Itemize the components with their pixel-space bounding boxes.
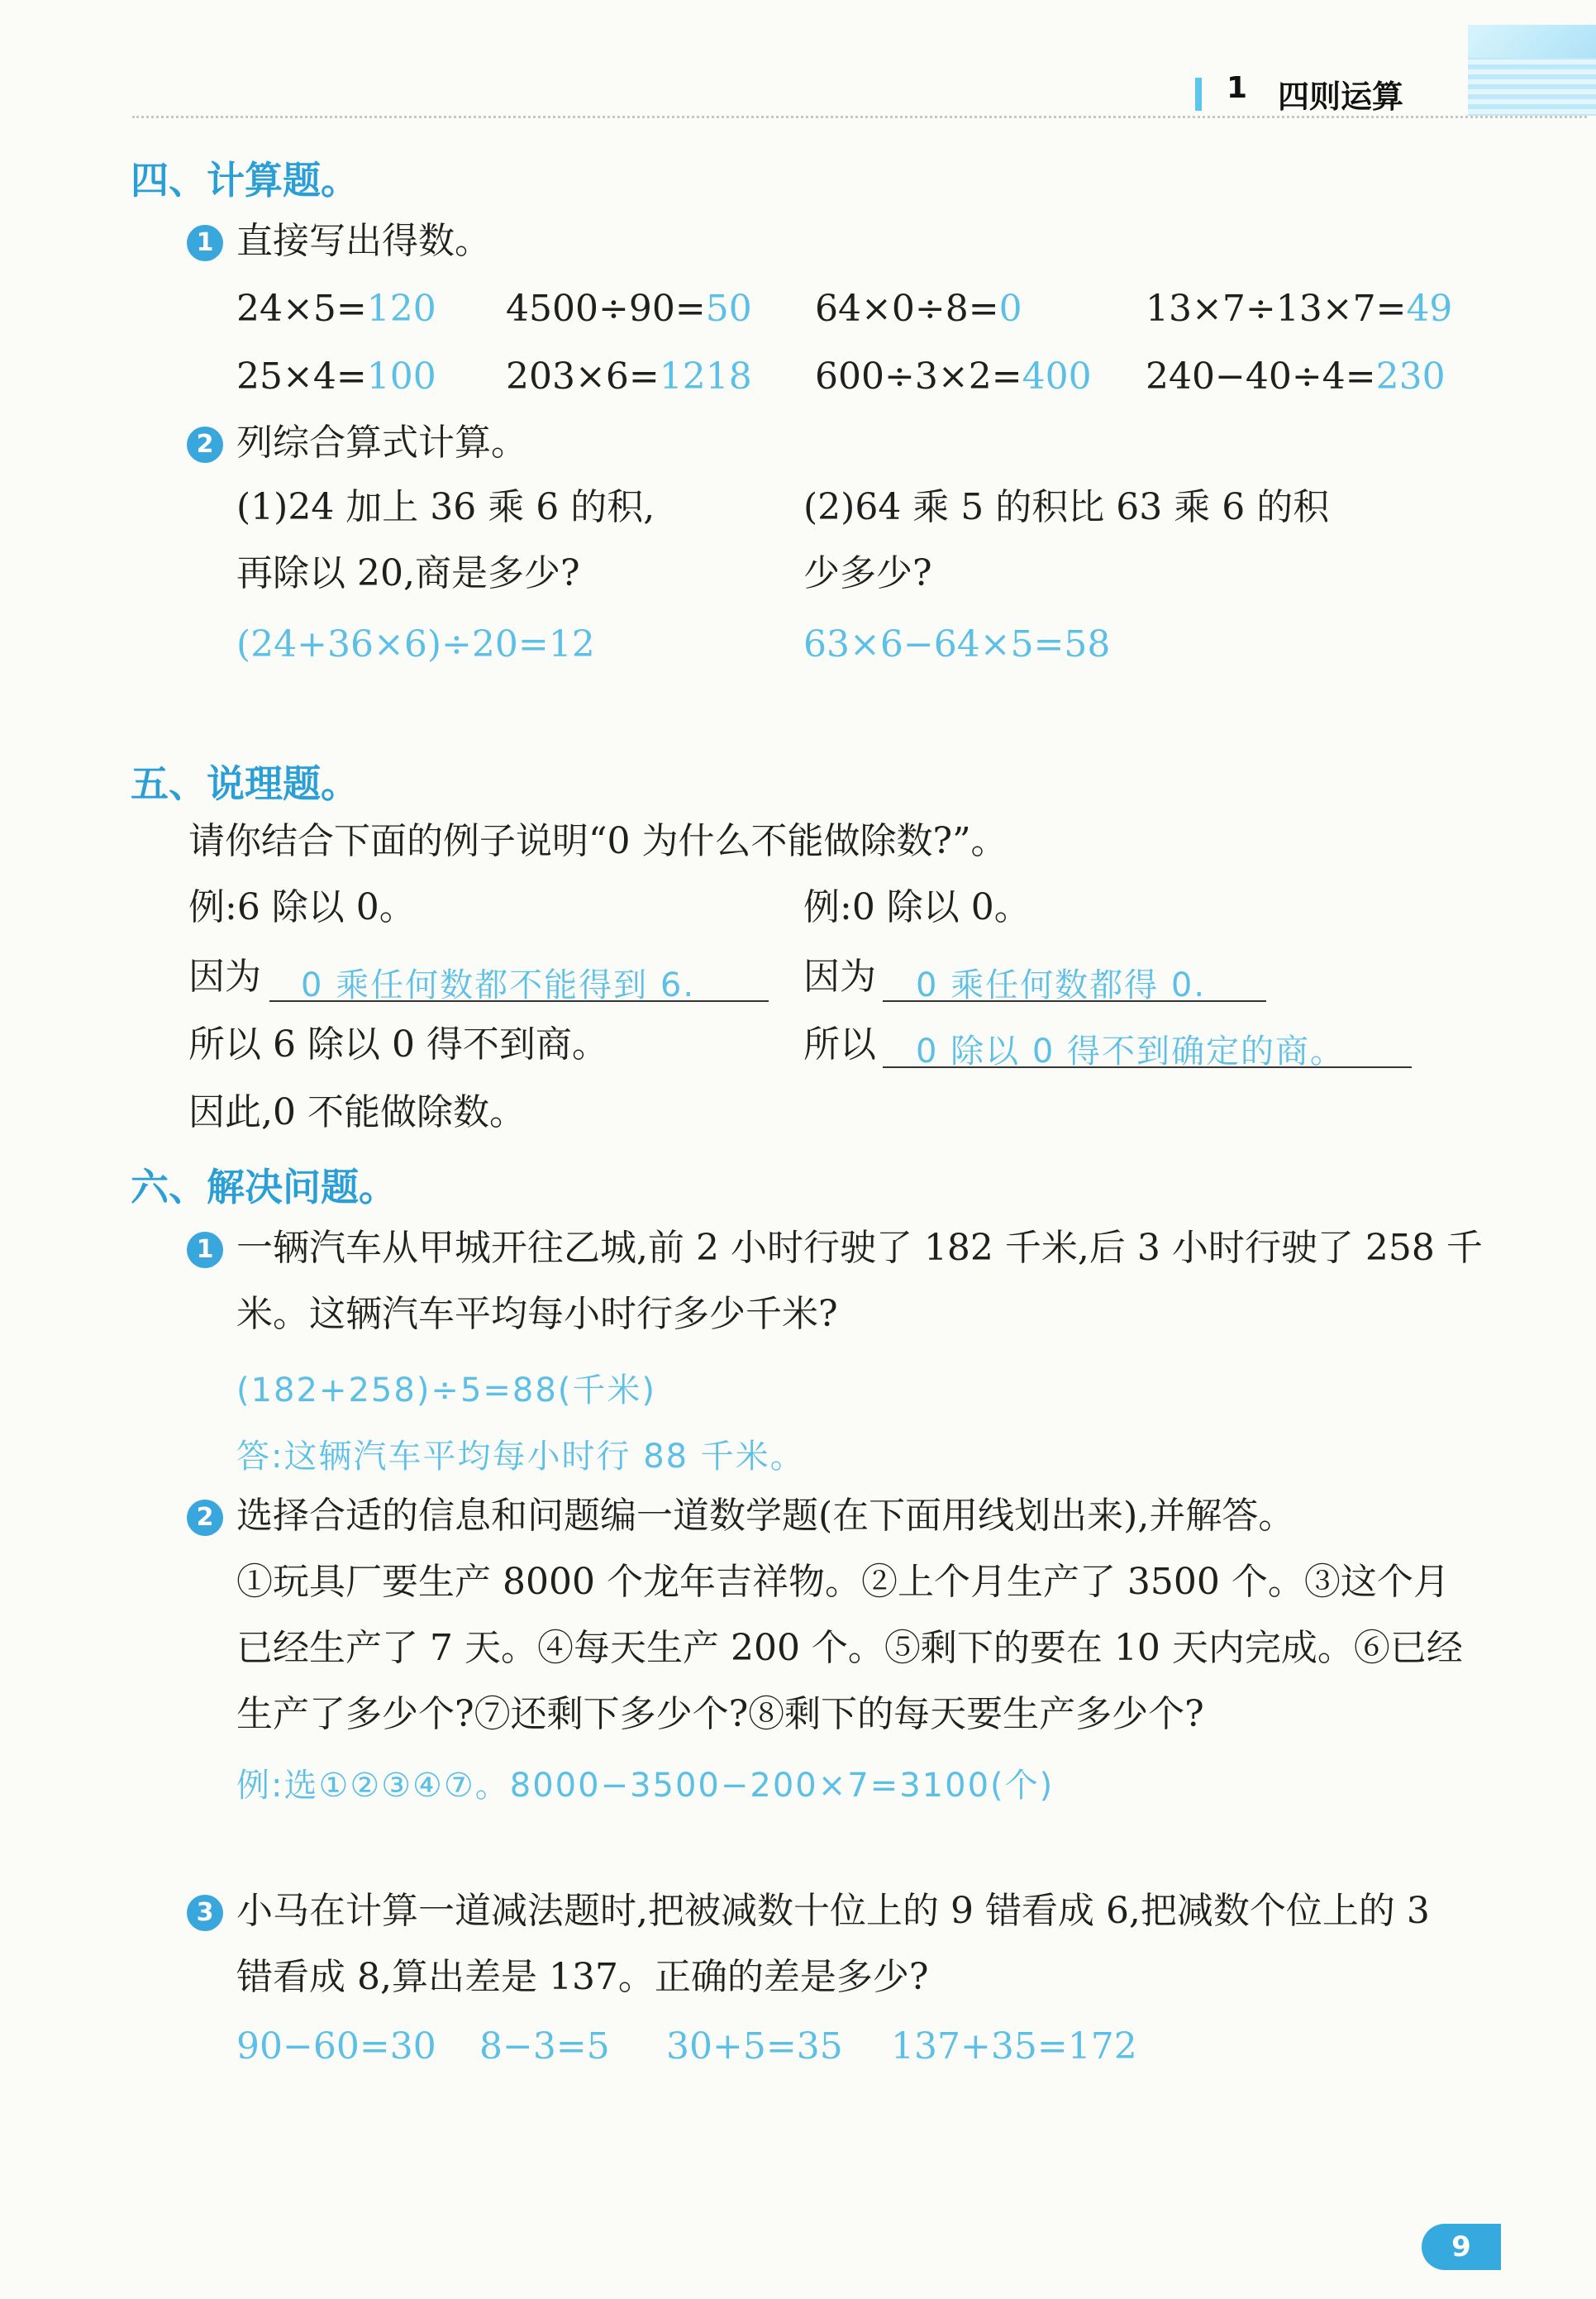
s5-intro: 请你结合下面的例子说明“0 为什么不能做除数?”。 [188, 820, 1008, 862]
section-4-title: 四、计算题。 [131, 158, 359, 203]
q6-1-line2: 米。这辆汽车平均每小时行多少千米? [236, 1293, 838, 1335]
header-decoration-top [1468, 25, 1596, 58]
header-accent-bar [1195, 78, 1202, 111]
q4-1-text: 直接写出得数。 [236, 220, 491, 262]
q6-3-line2: 错看成 8,算出差是 137。正确的差是多少? [236, 1956, 929, 1998]
q6-3-step: 8−3=5 [479, 2025, 610, 2068]
calc-item: 24×5=120 [236, 288, 436, 330]
calc-item: 240−40÷4=230 [1146, 355, 1446, 398]
calc-item: 203×6=1218 [506, 355, 752, 398]
s5-left-because-label: 因为 [188, 956, 261, 998]
q4-2-part1-answer: (24+36×6)÷20=12 [236, 623, 595, 665]
chapter-number: 1 [1227, 71, 1248, 105]
q6-2-badge: 2 [187, 1500, 223, 1536]
q6-2-line1: 选择合适的信息和问题编一道数学题(在下面用线划出来),并解答。 [236, 1495, 1295, 1537]
s5-right-so-answer: 0 除以 0 得不到确定的商。 [916, 1033, 1346, 1071]
header-divider [132, 116, 1587, 118]
s5-left-because-answer: 0 乘任何数都不能得到 6. [301, 966, 696, 1004]
q6-3-step: 90−60=30 [236, 2025, 436, 2068]
q6-3-badge: 3 [187, 1895, 223, 1931]
q6-3-line1: 小马在计算一道减法题时,把被减数十位上的 9 错看成 6,把减数个位上的 3 [236, 1890, 1430, 1932]
q4-2-text: 列综合算式计算。 [236, 422, 527, 464]
s5-left-so: 所以 6 除以 0 得不到商。 [188, 1023, 608, 1066]
q6-1-line1: 一辆汽车从甲城开往乙城,前 2 小时行驶了 182 千米,后 3 小时行驶了 258 千 [236, 1227, 1483, 1269]
chapter-title: 四则运算 [1278, 79, 1404, 115]
q6-3-step: 137+35=172 [891, 2025, 1137, 2068]
q4-2-part1-line2: 再除以 20,商是多少? [236, 552, 580, 594]
q4-1-badge: 1 [187, 225, 223, 261]
section-5-title: 五、说理题。 [131, 761, 359, 806]
q6-2-line3: 已经生产了 7 天。④每天生产 200 个。⑤剩下的要在 10 天内完成。⑥已经 [236, 1627, 1463, 1669]
q6-3-step: 30+5=35 [666, 2025, 843, 2068]
q4-2-part1-line1: (1)24 加上 36 乘 6 的积, [236, 486, 655, 528]
s5-right-because-answer: 0 乘任何数都得 0. [916, 966, 1207, 1004]
q4-2-part2-answer: 63×6−64×5=58 [803, 623, 1111, 665]
q6-1-answer-1: (182+258)÷5=88(千米) [236, 1371, 657, 1409]
s5-right-so-label: 所以 [803, 1023, 876, 1066]
calc-item: 13×7÷13×7=49 [1146, 288, 1453, 330]
q6-2-answer: 例:选①②③④⑦。8000−3500−200×7=3100(个) [236, 1767, 1055, 1805]
page-number: 9 [1422, 2224, 1501, 2270]
q6-1-answer-2: 答:这辆汽车平均每小时行 88 千米。 [236, 1438, 805, 1476]
q4-2-badge: 2 [187, 427, 223, 463]
q4-2-part2-line1: (2)64 乘 5 的积比 63 乘 6 的积 [803, 486, 1330, 528]
calc-item: 25×4=100 [236, 355, 436, 398]
section-6-title: 六、解决问题。 [131, 1165, 397, 1209]
s5-left-example: 例:6 除以 0。 [188, 886, 416, 928]
q6-1-badge: 1 [187, 1232, 223, 1268]
s5-conclusion: 因此,0 不能做除数。 [188, 1091, 526, 1133]
q6-2-line4: 生产了多少个?⑦还剩下多少个?⑧剩下的每天要生产多少个? [236, 1693, 1204, 1735]
q6-2-line2: ①玩具厂要生产 8000 个龙年吉祥物。②上个月生产了 3500 个。③这个月 [236, 1561, 1450, 1603]
s5-right-example: 例:0 除以 0。 [803, 886, 1031, 928]
q4-2-part2-line2: 少多少? [803, 552, 932, 594]
calc-item: 4500÷90=50 [506, 288, 752, 330]
s5-right-because-label: 因为 [803, 956, 876, 998]
calc-item: 64×0÷8=0 [815, 288, 1022, 330]
calc-item: 600÷3×2=400 [815, 355, 1092, 398]
